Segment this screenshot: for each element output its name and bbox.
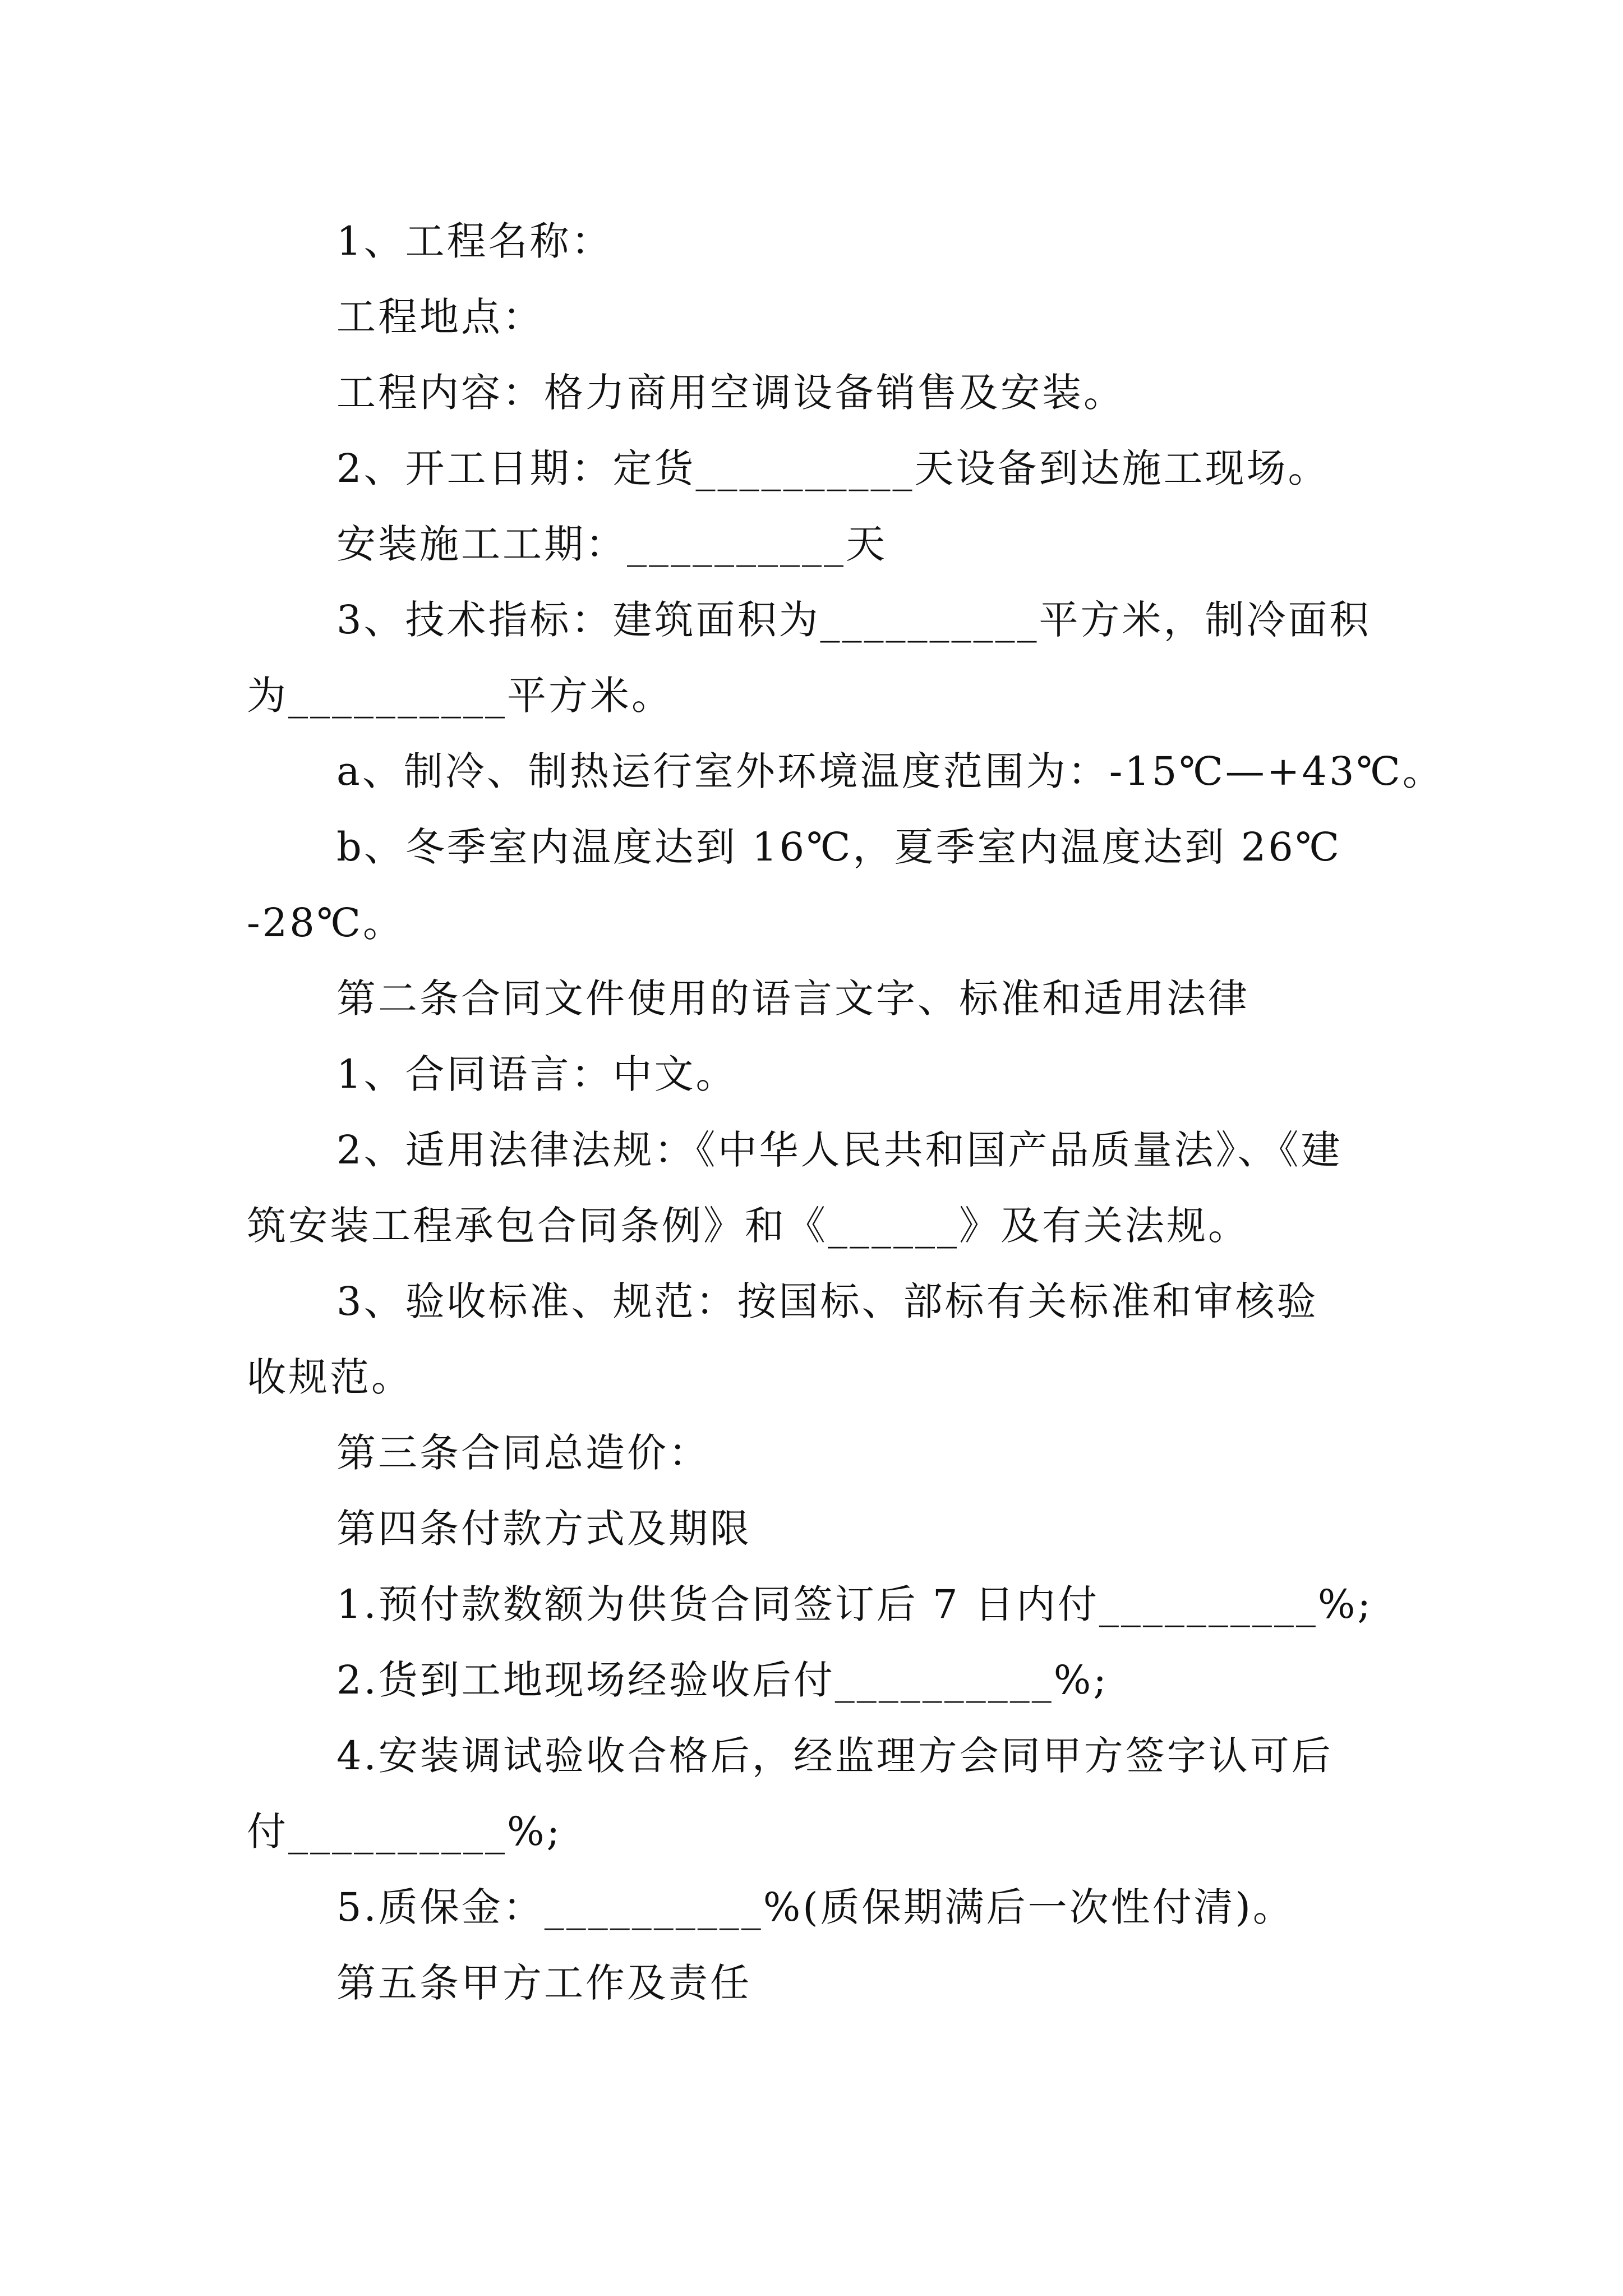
- text-line: 2、适用法律法规：《中华人民共和国产品质量法》、《建: [336, 1127, 1343, 1173]
- text-line: 1、工程名称：: [336, 218, 613, 264]
- text-line: 为__________平方米。: [247, 673, 673, 719]
- text-line: 3、技术指标：建筑面积为__________平方米，制冷面积: [336, 597, 1371, 643]
- text-line: 筑安装工程承包合同条例》和《______》及有关法规。: [247, 1203, 1249, 1249]
- text-line: 1、合同语言：中文。: [336, 1051, 737, 1097]
- text-line: 工程地点：: [336, 294, 544, 340]
- text-line: 收规范。: [247, 1354, 413, 1400]
- text-line: 2.货到工地现场经验收后付__________%;: [336, 1657, 1109, 1703]
- text-line: 5.质保金：__________%(质保期满后一次性付清)。: [336, 1884, 1294, 1930]
- text-line: 工程内容：格力商用空调设备销售及安装。: [336, 370, 1125, 416]
- section-heading: 第二条合同文件使用的语言文字、标准和适用法律: [336, 976, 1249, 1022]
- text-line: 安装施工工期：__________天: [336, 521, 887, 567]
- text-line: 2、开工日期：定货__________天设备到达施工现场。: [336, 445, 1330, 491]
- text-line: 4.安装调试验收合格后，经监理方会同甲方签字认可后: [336, 1733, 1333, 1779]
- section-heading: 第三条合同总造价：: [336, 1430, 710, 1476]
- text-line: b、冬季室内温度达到 16℃，夏季室内温度达到 26℃: [336, 824, 1342, 870]
- section-heading: 第四条付款方式及期限: [336, 1506, 751, 1552]
- text-line: -28℃。: [247, 900, 405, 946]
- text-line: 3、验收标准、规范：按国标、部标有关标准和审核验: [336, 1278, 1318, 1324]
- text-line: a、制冷、制热运行室外环境温度范围为：-15℃—+43℃。: [336, 748, 1444, 794]
- text-line: 付__________%;: [247, 1809, 562, 1855]
- text-line: 1.预付款数额为供货合同签订后 7 日内付__________%;: [336, 1581, 1373, 1627]
- section-heading: 第五条甲方工作及责任: [336, 1960, 751, 2006]
